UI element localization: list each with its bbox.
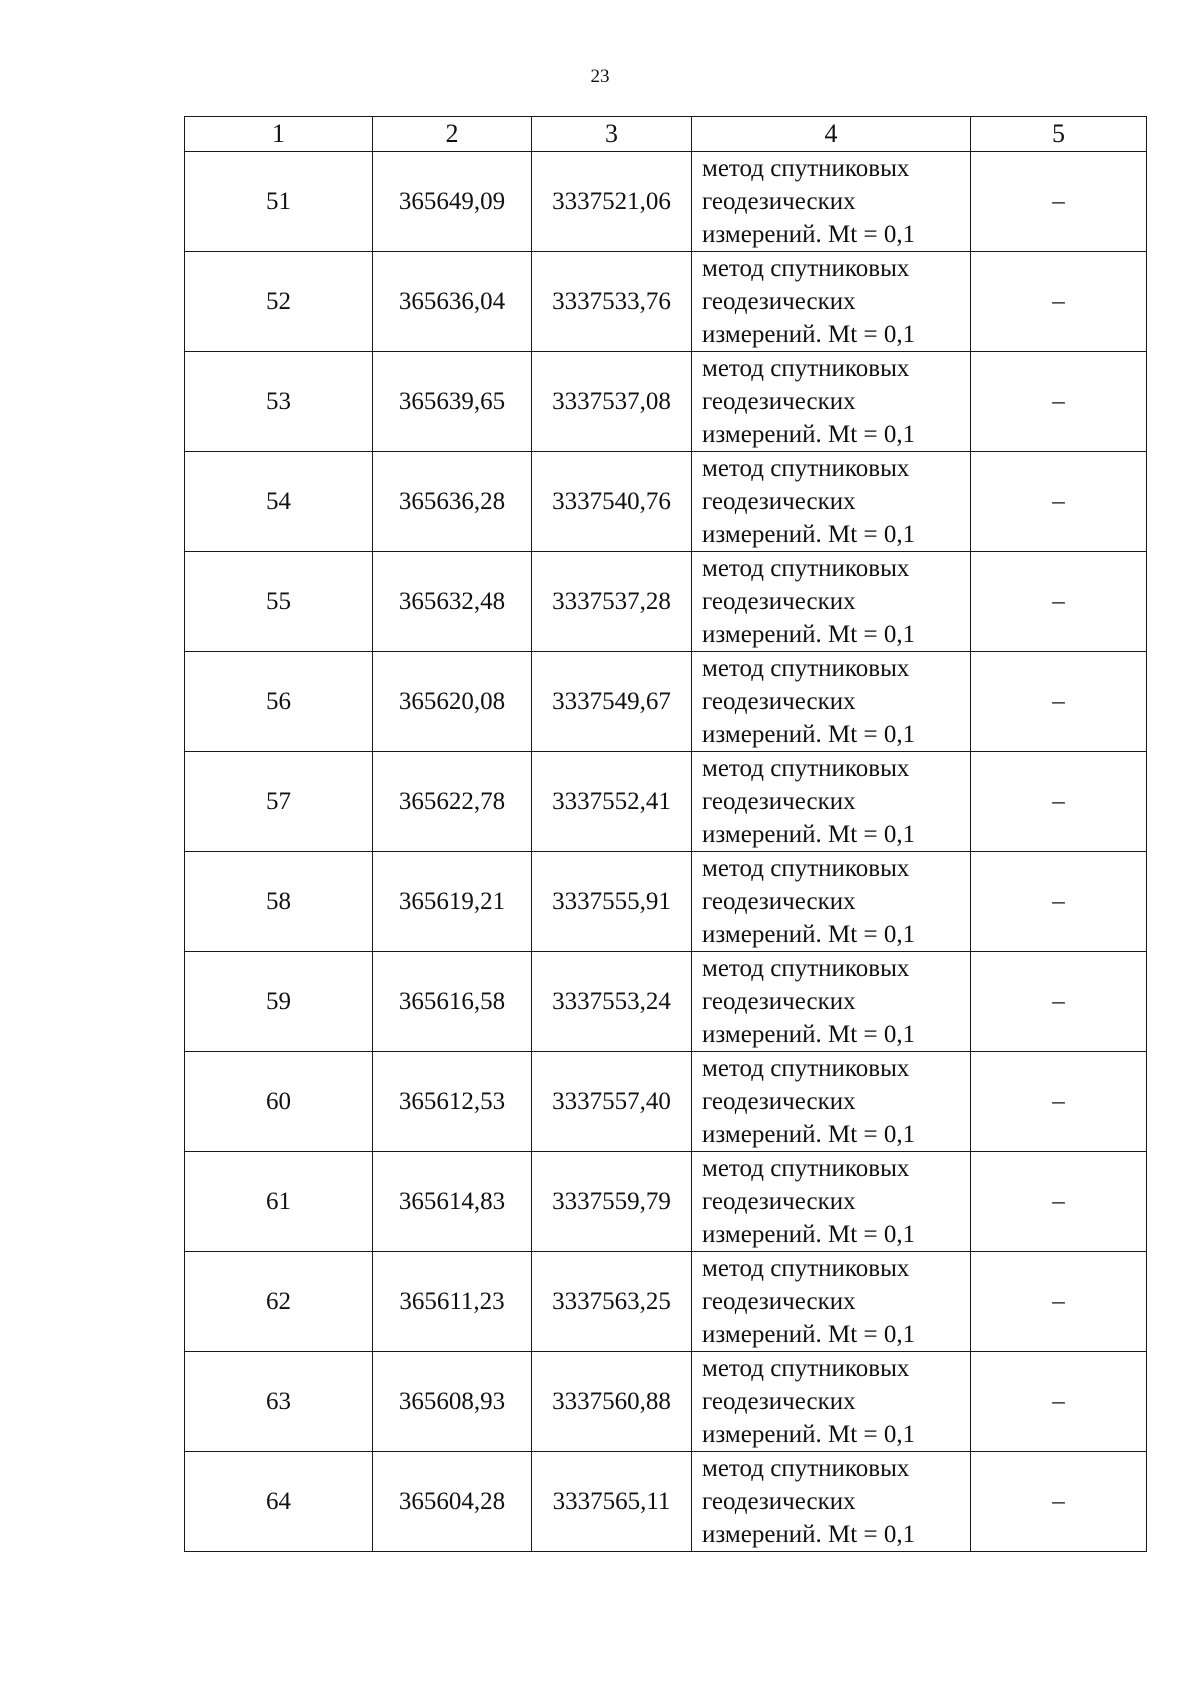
y-coordinate-cell: 3337537,08 bbox=[532, 352, 692, 452]
y-coordinate-cell: 3337549,67 bbox=[532, 652, 692, 752]
table-body bbox=[185, 152, 1147, 1552]
method-line: геодезических bbox=[702, 1488, 856, 1515]
x-coordinate-cell: 365639,65 bbox=[373, 352, 532, 452]
table-row bbox=[185, 1452, 1147, 1552]
y-coordinate-cell: 3337559,79 bbox=[532, 1152, 692, 1252]
method-line: измерений. Mt = 0,1 bbox=[702, 421, 916, 448]
coordinates-table bbox=[184, 116, 1147, 1552]
method-line: геодезических bbox=[702, 888, 856, 915]
note-cell: – bbox=[971, 1152, 1147, 1252]
note-cell: – bbox=[971, 452, 1147, 552]
x-coordinate-cell: 365636,28 bbox=[373, 452, 532, 552]
header-col-1: 1 bbox=[185, 117, 373, 152]
x-coordinate-cell: 365604,28 bbox=[373, 1452, 532, 1552]
note-cell: – bbox=[971, 1252, 1147, 1352]
method-line: геодезических bbox=[702, 388, 856, 415]
method-line: метод спутниковых bbox=[702, 1155, 910, 1182]
method-line: метод спутниковых bbox=[702, 255, 910, 282]
method-line: измерений. Mt = 0,1 bbox=[702, 321, 916, 348]
header-col-4: 4 bbox=[692, 117, 971, 152]
method-line: метод спутниковых bbox=[702, 1355, 910, 1382]
x-coordinate-cell: 365614,83 bbox=[373, 1152, 532, 1252]
method-cell bbox=[692, 352, 971, 452]
method-line: метод спутниковых bbox=[702, 1055, 910, 1082]
method-line: измерений. Mt = 0,1 bbox=[702, 1221, 916, 1248]
note-cell: – bbox=[971, 552, 1147, 652]
table-row bbox=[185, 952, 1147, 1052]
y-coordinate-cell: 3337560,88 bbox=[532, 1352, 692, 1452]
method-line: метод спутниковых bbox=[702, 955, 910, 982]
header-col-3: 3 bbox=[532, 117, 692, 152]
note-cell: – bbox=[971, 652, 1147, 752]
y-coordinate-cell: 3337521,06 bbox=[532, 152, 692, 252]
note-cell: – bbox=[971, 352, 1147, 452]
method-cell bbox=[692, 1052, 971, 1152]
method-cell bbox=[692, 752, 971, 852]
point-number-cell: 64 bbox=[185, 1452, 373, 1552]
header-col-5: 5 bbox=[971, 117, 1147, 152]
method-line: метод спутниковых bbox=[702, 1455, 910, 1482]
method-line: метод спутниковых bbox=[702, 1255, 910, 1282]
y-coordinate-cell: 3337552,41 bbox=[532, 752, 692, 852]
method-line: измерений. Mt = 0,1 bbox=[702, 521, 916, 548]
method-line: измерений. Mt = 0,1 bbox=[702, 621, 916, 648]
table-row bbox=[185, 852, 1147, 952]
note-cell: – bbox=[971, 1052, 1147, 1152]
y-coordinate-cell: 3337540,76 bbox=[532, 452, 692, 552]
method-line: измерений. Mt = 0,1 bbox=[702, 1421, 916, 1448]
point-number-cell: 54 bbox=[185, 452, 373, 552]
x-coordinate-cell: 365632,48 bbox=[373, 552, 532, 652]
note-cell: – bbox=[971, 152, 1147, 252]
note-cell: – bbox=[971, 1352, 1147, 1452]
method-line: метод спутниковых bbox=[702, 355, 910, 382]
method-line: измерений. Mt = 0,1 bbox=[702, 821, 916, 848]
y-coordinate-cell: 3337553,24 bbox=[532, 952, 692, 1052]
x-coordinate-cell: 365611,23 bbox=[373, 1252, 532, 1352]
table-header bbox=[185, 117, 1147, 152]
method-line: геодезических bbox=[702, 288, 856, 315]
method-line: измерений. Mt = 0,1 bbox=[702, 1121, 916, 1148]
method-line: измерений. Mt = 0,1 bbox=[702, 1521, 916, 1548]
method-line: геодезических bbox=[702, 188, 856, 215]
point-number-cell: 57 bbox=[185, 752, 373, 852]
method-line: геодезических bbox=[702, 1088, 856, 1115]
y-coordinate-cell: 3337533,76 bbox=[532, 252, 692, 352]
method-cell bbox=[692, 652, 971, 752]
method-cell bbox=[692, 252, 971, 352]
x-coordinate-cell: 365620,08 bbox=[373, 652, 532, 752]
method-line: метод спутниковых bbox=[702, 755, 910, 782]
header-col-2: 2 bbox=[373, 117, 532, 152]
method-line: геодезических bbox=[702, 588, 856, 615]
method-cell bbox=[692, 1452, 971, 1552]
point-number-cell: 55 bbox=[185, 552, 373, 652]
method-line: геодезических bbox=[702, 988, 856, 1015]
method-cell bbox=[692, 852, 971, 952]
y-coordinate-cell: 3337537,28 bbox=[532, 552, 692, 652]
method-cell bbox=[692, 1352, 971, 1452]
method-line: метод спутниковых bbox=[702, 155, 910, 182]
table-row bbox=[185, 452, 1147, 552]
method-line: геодезических bbox=[702, 1188, 856, 1215]
method-cell bbox=[692, 452, 971, 552]
coordinates-table-container bbox=[184, 116, 1146, 1552]
method-line: измерений. Mt = 0,1 bbox=[702, 1321, 916, 1348]
x-coordinate-cell: 365622,78 bbox=[373, 752, 532, 852]
page-number: 23 bbox=[590, 66, 610, 87]
method-line: метод спутниковых bbox=[702, 555, 910, 582]
method-cell bbox=[692, 952, 971, 1052]
point-number-cell: 52 bbox=[185, 252, 373, 352]
y-coordinate-cell: 3337565,11 bbox=[532, 1452, 692, 1552]
table-row bbox=[185, 552, 1147, 652]
method-line: геодезических bbox=[702, 1288, 856, 1315]
method-cell bbox=[692, 1252, 971, 1352]
method-line: метод спутниковых bbox=[702, 655, 910, 682]
x-coordinate-cell: 365608,93 bbox=[373, 1352, 532, 1452]
note-cell: – bbox=[971, 752, 1147, 852]
method-line: метод спутниковых bbox=[702, 855, 910, 882]
header-row bbox=[185, 117, 1147, 152]
table-row bbox=[185, 152, 1147, 252]
table-row bbox=[185, 352, 1147, 452]
point-number-cell: 53 bbox=[185, 352, 373, 452]
x-coordinate-cell: 365612,53 bbox=[373, 1052, 532, 1152]
method-line: геодезических bbox=[702, 1388, 856, 1415]
method-line: геодезических bbox=[702, 788, 856, 815]
x-coordinate-cell: 365649,09 bbox=[373, 152, 532, 252]
point-number-cell: 59 bbox=[185, 952, 373, 1052]
method-line: измерений. Mt = 0,1 bbox=[702, 221, 916, 248]
method-line: метод спутниковых bbox=[702, 455, 910, 482]
table-row bbox=[185, 752, 1147, 852]
table-row bbox=[185, 252, 1147, 352]
y-coordinate-cell: 3337563,25 bbox=[532, 1252, 692, 1352]
table-row bbox=[185, 1052, 1147, 1152]
point-number-cell: 60 bbox=[185, 1052, 373, 1152]
table-row bbox=[185, 652, 1147, 752]
note-cell: – bbox=[971, 252, 1147, 352]
method-cell bbox=[692, 552, 971, 652]
y-coordinate-cell: 3337555,91 bbox=[532, 852, 692, 952]
point-number-cell: 56 bbox=[185, 652, 373, 752]
point-number-cell: 63 bbox=[185, 1352, 373, 1452]
method-line: измерений. Mt = 0,1 bbox=[702, 921, 916, 948]
point-number-cell: 58 bbox=[185, 852, 373, 952]
table-row bbox=[185, 1352, 1147, 1452]
x-coordinate-cell: 365619,21 bbox=[373, 852, 532, 952]
method-cell bbox=[692, 1152, 971, 1252]
table-row bbox=[185, 1252, 1147, 1352]
note-cell: – bbox=[971, 852, 1147, 952]
method-line: геодезических bbox=[702, 688, 856, 715]
note-cell: – bbox=[971, 952, 1147, 1052]
x-coordinate-cell: 365616,58 bbox=[373, 952, 532, 1052]
method-line: измерений. Mt = 0,1 bbox=[702, 721, 916, 748]
table-row bbox=[185, 1152, 1147, 1252]
point-number-cell: 62 bbox=[185, 1252, 373, 1352]
y-coordinate-cell: 3337557,40 bbox=[532, 1052, 692, 1152]
method-line: геодезических bbox=[702, 488, 856, 515]
x-coordinate-cell: 365636,04 bbox=[373, 252, 532, 352]
method-cell bbox=[692, 152, 971, 252]
point-number-cell: 51 bbox=[185, 152, 373, 252]
note-cell: – bbox=[971, 1452, 1147, 1552]
point-number-cell: 61 bbox=[185, 1152, 373, 1252]
method-line: измерений. Mt = 0,1 bbox=[702, 1021, 916, 1048]
